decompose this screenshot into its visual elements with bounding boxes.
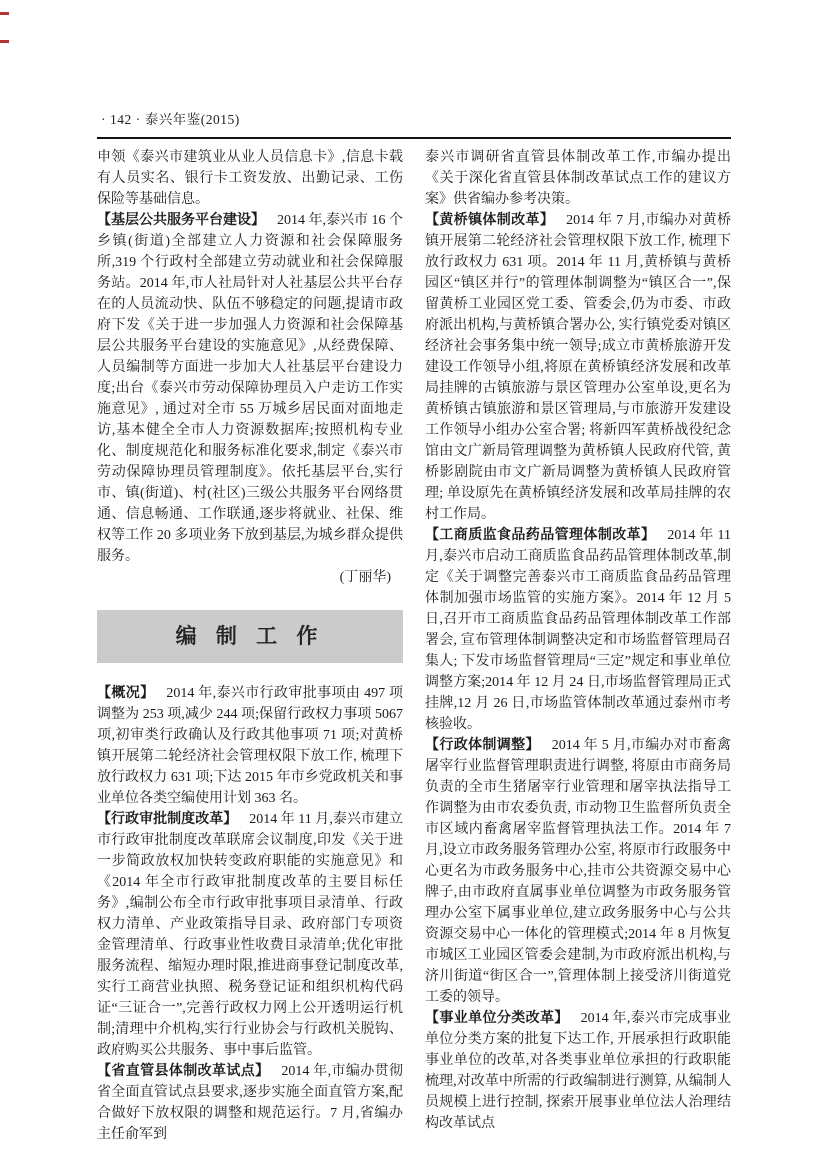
header-dot: · xyxy=(101,112,106,127)
section-title: 【概况】 xyxy=(97,686,155,701)
section-title: 【行政审批制度改革】 xyxy=(97,812,238,827)
red-edge-mark xyxy=(0,12,9,15)
section-body: 2014 年 11 月,泰兴市建立市行政审批制度改革联席会议制度,印发《关于进一步简政放权加快转变政府职能的实施意见》和《2014 年全市行政审批制度改革的主要目标任务》,编制公布全市行政审批事项目录清单、行政权力清单、产业政策指导目录、政府部门专项资金管理清单、行政事业性收费目录清单;优化审批服务流程、缩短办理时限,推进商事登记制度改革,实行工商营业执照、税务登记证和组织机构代码证“三证合一”,完善行政权力网上公开透明运行机制;清理中介机构,实行行业协会与行政机关脱钩、政府购买公共服务、事中事后监管。 xyxy=(97,812,403,1058)
left-column xyxy=(97,147,403,1145)
section-title: 【黄桥镇体制改革】 xyxy=(425,213,555,228)
header-dot: · xyxy=(135,112,141,127)
book-title: 泰兴年鉴(2015) xyxy=(144,112,240,127)
right-column xyxy=(425,147,731,1145)
section-paragraph xyxy=(97,809,403,1061)
page-header xyxy=(97,108,731,139)
section-paragraph xyxy=(97,210,403,567)
section-title: 【工商质监食品药品管理体制改革】 xyxy=(425,528,656,543)
section-paragraph xyxy=(425,210,731,525)
chapter-title-box xyxy=(97,610,403,663)
section-title: 【事业单位分类改革】 xyxy=(425,1011,569,1026)
continuation-paragraph: 申领《泰兴市建筑业从业人员信息卡》,信息卡载有人员实名、银行卡工资发放、出勤记录、工伤保险等基础信息。 xyxy=(97,150,403,207)
section-paragraph xyxy=(97,683,403,809)
section-body: 2014 年 7 月,市编办对黄桥镇开展第二轮经济社会管理权限下放工作, 梳理下放行政权力 631 项。2014 年 11 月,黄桥镇与黄桥园区“镇区并行”的管理体制调整为“镇区合一”,保留黄桥工业园区党工委、管委会,仍为市委、市政府派出机构,与黄桥镇合署办公, 实行镇党委对镇区经济社会事务集中统一领导;成立市黄桥旅游开发建设工作领导小组,将原在黄桥镇经济发展和改革局挂牌的古镇旅游与景区管理办公室单设,更名为黄桥镇古镇旅游和景区管理局,与市旅游开发建设工作领导小组办公室合署; 将新四军黄桥战役纪念馆由文广新局管理调整为黄桥镇人民政府代管, 黄桥影剧院由市文广新局调整为黄桥镇人民政府管理; 单设原先在黄桥镇经济发展和改革局挂牌的农村工作局。 xyxy=(425,213,732,522)
chapter-title: 编 制 工 作 xyxy=(175,624,325,648)
author-byline: (丁丽华) xyxy=(339,570,391,585)
section-paragraph xyxy=(425,1008,731,1134)
continuation-paragraph: 泰兴市调研省直管县体制改革工作,市编办提出《关于深化省直管县体制改革试点工作的建议方案》供省编办参考决策。 xyxy=(425,150,731,207)
section-body: 2014 年 5 月,市编办对市畜禽屠宰行业监督管理职责进行调整, 将原由市商务局负责的全市生猪屠宰行业管理和屠宰执法指导工作调整为由市农委负责, 市动物卫生监督所负责全市区域内畜禽屠宰监督管理执法工作。2014 年 7 月,设立市政务服务管理办公室, 将原市行政服务中心更名为市政务服务中心,挂市公共资源交易中心牌子,由市政府直属事业单位调整为市政务服务管理办公室下属事业单位,建立政务服务中心与公共资源交易中心一体化的管理模式;2014 年 8 月恢复市城区工业园区管委会建制,为市政府派出机构,与济川街道“街区合一”,管理体制上接受济川街道党工委的领导。 xyxy=(425,738,731,1005)
section-title: 【基层公共服务平台建设】 xyxy=(97,213,266,228)
two-column-body xyxy=(97,147,731,1145)
section-title: 【省直管县体制改革试点】 xyxy=(97,1064,270,1079)
section-paragraph xyxy=(425,735,731,1008)
section-paragraph xyxy=(97,1061,403,1145)
section-body: 2014 年 11 月,泰兴市启动工商质监食品药品管理体制改革,制定《关于调整完善泰兴市工商质监食品药品管理体制加强市场监管的实施方案》。2014 年 12 月 5 日,召开市工商质监食品药品管理体制改革工作部署会, 宣布管理体制调整决定和市场监督管理局召集人; 下发市场监督管理局“三定”规定和事业单位调整方案;2014 年 12 月 24 日,市场监督管理局正式挂牌,12 月 26 日,市场监管体制改革通过泰州市考核验收。 xyxy=(425,528,731,732)
section-paragraph xyxy=(425,525,731,735)
section-body: 2014 年,泰兴市完成事业单位分类方案的批复下达工作, 开展承担行政职能事业单位的改革,对各类事业单位承担的行政职能梳理,对改革中所需的行政编制进行测算, 从编制人员规模上进行控制, 探索开展事业单位法人治理结构改革试点 xyxy=(425,1011,732,1131)
section-title: 【行政体制调整】 xyxy=(425,738,540,753)
section-body: 2014 年,泰兴市 16 个乡镇(街道)全部建立人力资源和社会保障服务所,319 个行政村全部建立劳动就业和社会保障服务站。2014 年,市人社局针对人社基层公共平台存在的人员流动快、队伍不够稳定的问题,提请市政府下发《关于进一步加强人力资源和社会保障基层公共服务平台建设的实施意见》,从经费保障、人员编制等方面进一步加大人社基层平台建设力度;出台《泰兴市劳动保障协理员入户走访工作实施意见》, 通过对全市 55 万城乡居民面对面地走访,基本健全全市人力资源数据库;按照机构专业化、制度规范化和服务标准化要求,制定《泰兴市劳动保障协理员管理制度》。依托基层平台,实行市、镇(街道)、村(社区)三级公共服务平台网络贯通、信息畅通、工作联通,逐步将就业、社保、维权等工作 20 多项业务下放到基层,为城乡群众提供服务。 xyxy=(97,213,404,564)
section-body: 2014 年,市编办贯彻省全面直管试点县要求,逐步实施全面直管方案,配合做好下放权限的调整和规范运行。7 月,省编办主任俞军到 xyxy=(97,1064,404,1142)
section-body: 2014 年,泰兴市行政审批事项由 497 项调整为 253 项,减少 244 项;保留行政权力事项 5067 项,初审类行政确认及行政其他事项 71 项;对黄桥镇开展第二轮经济社会管理权限下放工作, 梳理下放行政权力 631 项;下达 2015 年市乡党政机关和事业单位各类空编使用计划 363 名。 xyxy=(97,686,404,806)
page-number: 142 xyxy=(110,112,132,127)
red-edge-mark xyxy=(0,40,9,43)
